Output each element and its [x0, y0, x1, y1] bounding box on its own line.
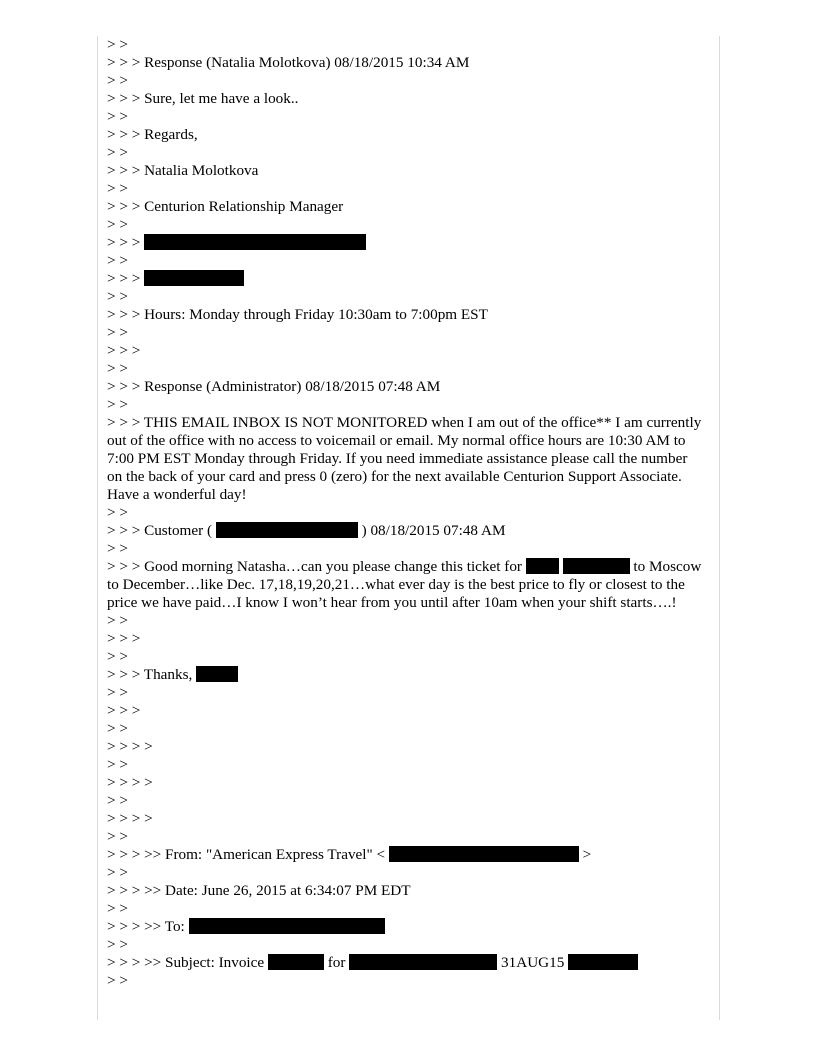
- quote-line: > >: [107, 180, 128, 197]
- signature-redacted-line: [107, 234, 705, 252]
- quote-prefix: > > >: [107, 270, 145, 287]
- auto-reply-paragraph: > > > THIS EMAIL INBOX IS NOT MONITORED when I am out of the office** I am currently out of the office with no access to voicemail or email. My normal office hours are 10:30 AM to 7:00 PM EST Monday through Friday. If you need immediate assistance please call the number on the back of your card and press 0 (zero) for the next available Centurion Support Associate. Have a wonderful day!: [107, 414, 702, 503]
- redaction-box: [189, 918, 385, 934]
- quote-line: > >: [107, 828, 128, 845]
- customer-message-paragraph: [107, 558, 705, 612]
- signoff-line: > > > Regards,: [107, 126, 198, 143]
- subject-date: 31AUG15: [497, 954, 569, 971]
- quote-line: > > > >: [107, 810, 153, 827]
- customer-message-rest: to Moscow to December…like Dec. 17,18,19,20,21…what ever day is the best price to fly or closest to the price we have paid…I know I won’t hear from you until after 10am when your shift starts….!: [107, 558, 702, 611]
- response-header-administrator: > > > Response (Administrator) 08/18/2015 07:48 AM: [107, 378, 441, 395]
- email-thread: [107, 36, 705, 990]
- redaction-box: [144, 234, 366, 250]
- to-header-line: [107, 918, 705, 936]
- signature-redacted-line: [107, 270, 705, 288]
- from-close: >: [578, 846, 592, 863]
- customer-header-prefix: > > > Customer (: [107, 522, 216, 539]
- quote-line: > >: [107, 936, 128, 953]
- quote-line: > >: [107, 684, 128, 701]
- page-left-border: [97, 36, 98, 1020]
- thanks-line: [107, 666, 705, 684]
- redaction-box: [568, 954, 638, 970]
- quote-line: > >: [107, 72, 128, 89]
- quote-prefix: > > >: [107, 234, 145, 251]
- redaction-box: [216, 522, 358, 538]
- page-right-border: [719, 36, 720, 1020]
- response-header-natalia: > > > Response (Natalia Molotkova) 08/18/2015 10:34 AM: [107, 54, 470, 71]
- quote-line: > >: [107, 108, 128, 125]
- quote-line: > >: [107, 288, 128, 305]
- quote-line: > >: [107, 540, 128, 557]
- message-line: > > > Sure, let me have a look..: [107, 90, 299, 107]
- quote-line: > >: [107, 900, 128, 917]
- quote-line: > >: [107, 864, 128, 881]
- quote-line: > > >: [107, 342, 141, 359]
- redaction-box: [563, 558, 630, 574]
- quote-line: > >: [107, 612, 128, 629]
- from-label: > > > >> From: "American Express Travel" <: [107, 846, 389, 863]
- signature-name: > > > Natalia Molotkova: [107, 162, 259, 179]
- quote-line: > >: [107, 972, 128, 989]
- quote-line: > > > >: [107, 774, 153, 791]
- quote-line: > >: [107, 756, 128, 773]
- redaction-box: [349, 954, 497, 970]
- redaction-box: [526, 558, 559, 574]
- quote-line: > >: [107, 648, 128, 665]
- signature-title: > > > Centurion Relationship Manager: [107, 198, 344, 215]
- customer-header: [107, 522, 705, 540]
- quote-line: > > >: [107, 702, 141, 719]
- customer-message-start: > > > Good morning Natasha…can you please change this ticket for: [107, 558, 526, 575]
- subject-header-line: [107, 954, 705, 972]
- quote-line: > > >: [107, 630, 141, 647]
- quote-line: > >: [107, 396, 128, 413]
- quote-line: > >: [107, 792, 128, 809]
- redaction-box: [196, 666, 238, 682]
- to-label: > > > >> To:: [107, 918, 189, 935]
- quote-line: > >: [107, 720, 128, 737]
- quote-line: > >: [107, 324, 128, 341]
- quote-line: > >: [107, 216, 128, 233]
- quote-line: > > > >: [107, 738, 153, 755]
- date-header-line: > > > >> Date: June 26, 2015 at 6:34:07 PM EDT: [107, 882, 411, 899]
- hours-line: > > > Hours: Monday through Friday 10:30am to 7:00pm EST: [107, 306, 488, 323]
- redaction-box: [144, 270, 244, 286]
- subject-label: > > > >> Subject: Invoice: [107, 954, 268, 971]
- subject-for: for: [323, 954, 350, 971]
- redaction-box: [389, 846, 579, 862]
- thanks-text: > > > Thanks,: [107, 666, 197, 683]
- quote-line: > >: [107, 36, 128, 53]
- quote-line: > >: [107, 360, 128, 377]
- customer-header-date: ) 08/18/2015 07:48 AM: [357, 522, 506, 539]
- quote-line: > >: [107, 252, 128, 269]
- redaction-box: [268, 954, 324, 970]
- from-header-line: [107, 846, 705, 864]
- quote-line: > >: [107, 504, 128, 521]
- quote-line: > >: [107, 144, 128, 161]
